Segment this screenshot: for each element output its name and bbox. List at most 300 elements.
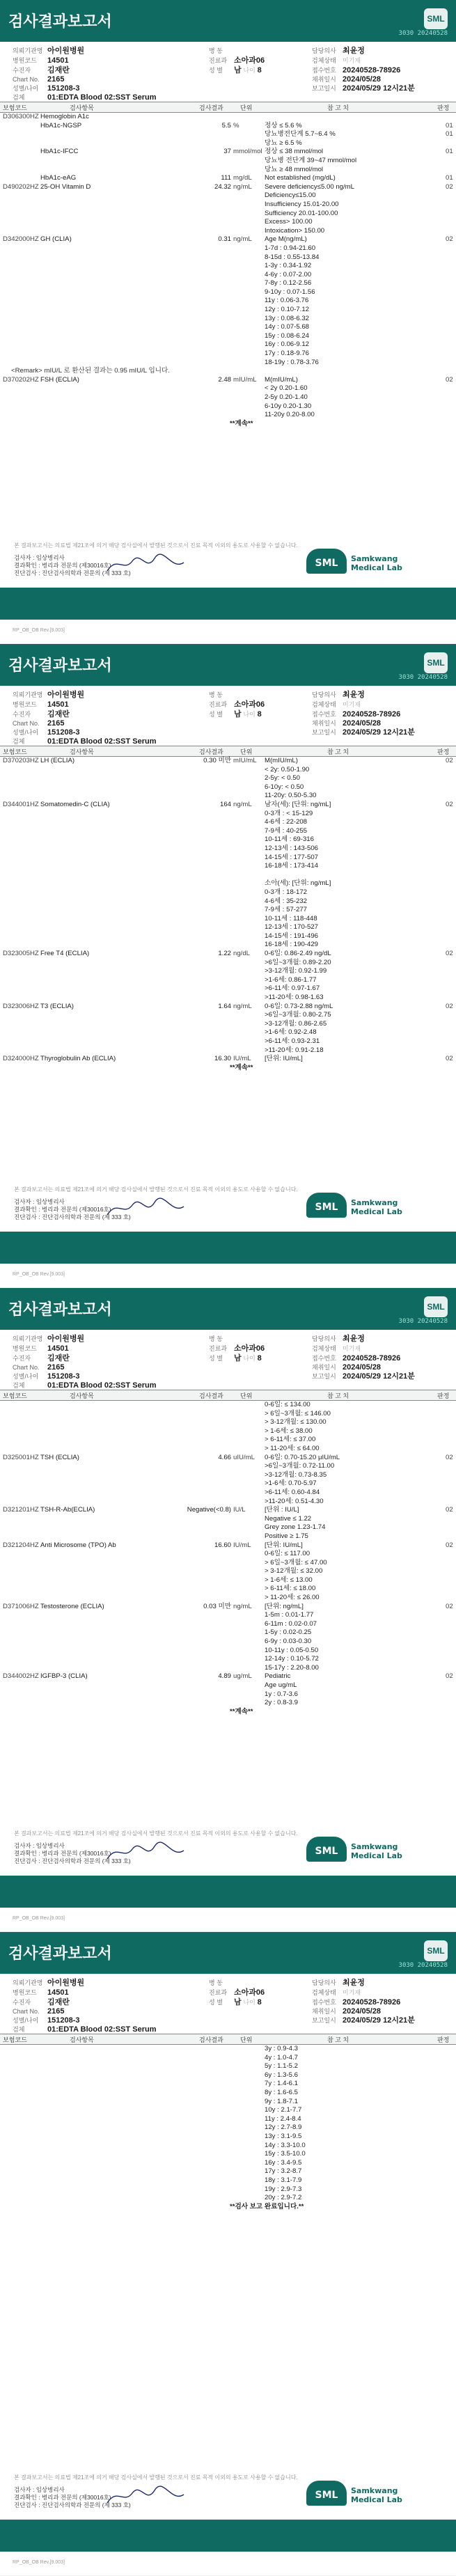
chart-label: Chart No.: [13, 1364, 40, 1371]
report-footer: [0, 2471, 456, 2575]
hospital-label: 의뢰기관명: [13, 1335, 43, 1342]
table-row: [0, 113, 456, 122]
table-row: [0, 1506, 456, 1515]
reference-range: 20y : 2.9-7.2: [265, 2194, 302, 2202]
specimen-label: 검체: [13, 738, 25, 745]
reference-range: 8y : 1.6-6.5: [265, 2088, 298, 2096]
test-unit: uIU/mL: [233, 1453, 255, 1461]
reference-range: 7y : 1.4-6.1: [265, 2080, 298, 2088]
test-code: D344001HZ: [3, 800, 39, 808]
test-name: Thyroglobulin Ab (ECLIA): [40, 1055, 116, 1063]
sex-age-label: 성별/나이: [13, 1373, 39, 1380]
collect-date: 2024/05/28: [343, 719, 382, 728]
table-row: [0, 1046, 456, 1055]
hospital-label: 의뢰기관명: [13, 47, 43, 54]
lab-name-line-2: Medical Lab: [351, 2495, 402, 2504]
test-result: 0.31: [218, 235, 231, 244]
hospital-name: 아이원병원: [47, 1335, 85, 1343]
table-body: [0, 2045, 456, 2211]
sml-logo-icon: SML: [424, 1296, 448, 1317]
lab-name: [351, 2486, 402, 2504]
reference-range: 18-19y : 0.78-3.76: [265, 358, 319, 366]
test-result: 1.64: [218, 1002, 231, 1010]
report-page: [0, 0, 456, 644]
report-title: 검사결과보고서: [8, 1945, 112, 1963]
reference-range: >6-11세: 0.60-4.84: [265, 1488, 320, 1496]
table-row: [0, 1064, 456, 1073]
reference-range: 17y : 0.18-9.76: [265, 350, 310, 358]
sex-age-label: 성별/나이: [13, 85, 39, 92]
judgement-code: 02: [446, 182, 453, 191]
specimen-label: 검체: [13, 94, 25, 101]
table-row: [0, 766, 456, 775]
sex-age-label: 성별/나이: [13, 729, 39, 736]
table-row: [0, 2167, 456, 2176]
table-row: [0, 888, 456, 897]
table-row: [0, 367, 456, 376]
specimen-status-label: 검체상태: [312, 1989, 336, 1996]
table-row: [0, 227, 456, 236]
reference-range: 당뇨병 전단계 39~47 mmol/mol: [265, 156, 357, 164]
reference-range: 2-5y 0.20-1.40: [265, 393, 308, 401]
reference-range: 1-5y : 0.02-0.25: [265, 1628, 312, 1637]
reference-range: 9y : 1.8-7.1: [265, 2097, 298, 2105]
sml-logo-icon: SML: [424, 8, 448, 29]
table-row: [0, 411, 456, 420]
reference-range: 10-11세 : 118-448: [265, 914, 317, 922]
table-row: [0, 1418, 456, 1427]
report-banner: [0, 0, 456, 42]
reference-range: Deficiency≤15.00: [265, 191, 316, 200]
chart-label: Chart No.: [13, 720, 40, 727]
age-value: 8: [257, 710, 262, 718]
table-row: [0, 1410, 456, 1419]
dept-label: 진료과: [209, 1345, 228, 1352]
receipt-number: 20240528-78926: [343, 1998, 401, 2006]
table-row: [0, 402, 456, 411]
reference-range: 9-10y : 0.07-1.56: [265, 288, 315, 296]
judgement-code: 02: [446, 1453, 453, 1461]
hospital-code: 14501: [47, 700, 69, 709]
chart-number: 2165: [47, 719, 65, 728]
table-row: [0, 1620, 456, 1629]
table-row: [0, 210, 456, 219]
results-table: [0, 102, 456, 428]
test-result: 4.66: [218, 1453, 231, 1461]
table-row: [0, 1523, 456, 1532]
judgement-code: 02: [446, 1055, 453, 1063]
doctor-label: 담당의사: [312, 691, 336, 698]
test-code: D323006HZ: [3, 1002, 39, 1010]
judgement-code: 02: [446, 1541, 453, 1549]
table-row: [0, 376, 456, 385]
birth-code: 151208-3: [47, 2016, 80, 2025]
table-row: [0, 1603, 456, 1612]
test-unit: ng/mL: [233, 800, 252, 808]
lab-name: [351, 1842, 402, 1860]
reference-range: > 1-6세: ≤ 38.00: [265, 1427, 313, 1435]
reference-range: 4-6세 : 35-232: [265, 897, 308, 905]
sig-line-3: 진단검사 : 진단검사의학과 전문의 (제 333 호): [14, 1214, 131, 1220]
reference-range: 16-18세 : 190-429: [265, 941, 319, 949]
reference-range: 당뇨 ≥ 6.5 %: [265, 139, 302, 147]
reference-range: >6-11세: 0.97-1.67: [265, 984, 320, 993]
reference-range: 11y : 2.4-8.4: [265, 2114, 301, 2123]
test-code: D344002HZ: [3, 1672, 39, 1681]
report-date: 2024/05/29 12시21분: [343, 2016, 415, 2025]
table-row: [0, 1020, 456, 1029]
table-row: [0, 835, 456, 845]
col-name: 검사항목: [70, 748, 94, 755]
report-footer: [0, 1827, 456, 1931]
handwritten-signature-icon: [104, 1839, 188, 1866]
continuation-mark: **계속**: [230, 1707, 253, 1715]
collect-label: 채취일시: [312, 1364, 336, 1371]
test-result: 16.60: [214, 1541, 231, 1549]
col-unit: 단위: [240, 2036, 253, 2043]
reference-range: 13y : 3.1-9.5: [265, 2132, 302, 2140]
handwritten-signature-icon: [104, 2483, 188, 2510]
sig-line-2: 결과확인 : 병리과 전문의 (제30016호): [14, 1206, 111, 1213]
test-name: T3 (ECLIA): [40, 1002, 74, 1010]
hospital-label: 의뢰기관명: [13, 691, 43, 698]
table-row: [0, 306, 456, 315]
test-code: D490202HZ: [3, 182, 39, 191]
reference-range: >1-6세: 0.92-2.48: [265, 1028, 317, 1037]
barcode-text: 3030 20240528: [398, 1318, 448, 1325]
report-date-label: 보고일시: [312, 729, 336, 736]
table-row: [0, 2185, 456, 2194]
table-row: [0, 1011, 456, 1020]
hospital-name: 아이원병원: [47, 691, 85, 699]
col-mark: 판정: [437, 104, 450, 111]
table-row: [0, 827, 456, 836]
reference-range: >6일~3개월: 0.72-11.00: [265, 1462, 335, 1470]
sig-line-1: 검사자 : 임상병리사: [14, 1842, 65, 1849]
reference-range: >11-20세: 0.91-2.18: [265, 1046, 324, 1054]
reference-range: 1-3y : 0.34-1.92: [265, 262, 312, 270]
report-footer: [0, 539, 456, 643]
continuation-mark: **계속**: [230, 419, 253, 427]
table-row: [0, 2106, 456, 2115]
reference-range: 4-6y : 0.07-2.00: [265, 270, 312, 278]
reference-range: 0-6일: 0.70-15.20 μIU/mL: [265, 1453, 340, 1461]
form-number: RP_OB_OB Rev.[9.003]: [13, 1272, 65, 1277]
table-row: [0, 1003, 456, 1012]
table-row: [0, 1628, 456, 1638]
test-name: HbA1c-eAG: [40, 174, 77, 182]
sml-logo-icon: SML: [424, 652, 448, 673]
test-unit: IU/mL: [233, 1541, 251, 1549]
table-body: [0, 757, 456, 1072]
reference-range: 19y : 2.9-7.3: [265, 2185, 302, 2193]
reference-range: >6일~3개월: 0.80-2.75: [265, 1011, 331, 1019]
table-row: [0, 2150, 456, 2159]
table-row: [0, 1454, 456, 1463]
dept-label: 진료과: [209, 1989, 228, 1996]
collect-label: 채취일시: [312, 76, 336, 83]
results-table: [0, 2034, 456, 2211]
test-name: TSH-R-Ab(ECLIA): [40, 1506, 95, 1514]
doctor-label: 담당의사: [312, 1335, 336, 1342]
sml-badge-icon: SML: [306, 2481, 347, 2506]
test-code: D321201HZ: [3, 1506, 39, 1514]
table-row: [0, 1489, 456, 1498]
table-row: [0, 340, 456, 350]
table-row: [0, 2089, 456, 2098]
sex-age-label: 성별/나이: [13, 2017, 39, 2024]
table-row: [0, 862, 456, 871]
test-unit: ug/mL: [233, 1672, 252, 1681]
reference-range: 14y : 3.3-10.0: [265, 2141, 306, 2149]
reference-range: < 2y 0.20-1.60: [265, 384, 308, 393]
table-row: [0, 1690, 456, 1699]
test-result: 164: [219, 800, 231, 808]
col-code: 보험코드: [3, 2036, 27, 2043]
lab-name: [351, 1198, 402, 1216]
doctor-name: 최윤정: [343, 691, 365, 699]
judgement-code: 02: [446, 1672, 453, 1681]
table-body: [0, 1401, 456, 1716]
receipt-number: 20240528-78926: [343, 710, 401, 718]
birth-code: 151208-3: [47, 728, 80, 737]
reference-range: Severe deficiency≤5.00 ng/mL: [265, 182, 354, 191]
doctor-name: 최윤정: [343, 1979, 365, 1987]
reference-range: 10-11세 : 69-316: [265, 835, 314, 844]
reference-range: 4y : 1.0-4.7: [265, 2053, 298, 2061]
test-result: 1.22: [218, 950, 231, 958]
test-unit: ng/mL: [233, 1602, 252, 1610]
table-row: [0, 2080, 456, 2089]
col-mark: 판정: [437, 2036, 450, 2043]
table-row: [0, 297, 456, 306]
reference-range: 당뇨 ≥ 48 mmol/mol: [265, 165, 324, 173]
reference-range: >3-12개월: 0.92-1.99: [265, 967, 327, 975]
report-title: 검사결과보고서: [8, 657, 112, 675]
table-row: [0, 279, 456, 288]
table-header: [0, 746, 456, 757]
col-mark: 판정: [437, 1392, 450, 1399]
judgement-code: 01: [446, 121, 453, 129]
reference-range: 6y : 1.3-5.6: [265, 2071, 298, 2079]
reference-range: Excess> 100.00: [265, 218, 313, 226]
report-date: 2024/05/29 12시21분: [343, 728, 415, 737]
judgement-code: 02: [446, 1602, 453, 1610]
table-row: [0, 1037, 456, 1046]
handwritten-signature-icon: [104, 551, 188, 578]
table-row: [0, 871, 456, 880]
table-row: [0, 994, 456, 1003]
reference-range: 0-6일: ≤ 134.00: [265, 1401, 310, 1408]
patient-name: 김재란: [47, 1354, 70, 1362]
reference-range: 당뇨병전단계 5.7~6.4 %: [265, 130, 336, 139]
barcode-text: 3030 20240528: [398, 674, 448, 681]
table-row: [0, 148, 456, 157]
barcode-text: 3030 20240528: [398, 30, 448, 37]
chart-number: 2165: [47, 75, 65, 84]
report-date: 2024/05/29 12시21분: [343, 1372, 415, 1381]
table-row: [0, 420, 456, 429]
test-result: 16.30: [214, 1055, 231, 1063]
sig-line-3: 진단검사 : 진단검사의학과 전문의 (제 333 호): [14, 570, 131, 576]
table-row: [0, 139, 456, 148]
patient-label: 수진자: [13, 1355, 31, 1362]
reference-range: 5y : 1.1-5.2: [265, 2062, 298, 2071]
test-unit: %: [233, 121, 239, 129]
hospital-code-label: 병원코드: [13, 1989, 37, 1996]
table-row: [0, 332, 456, 341]
samkwang-logo: [306, 2476, 425, 2514]
report-banner: [0, 644, 456, 686]
reference-range: 6-9y : 0.03-0.30: [265, 1638, 312, 1646]
table-row: [0, 845, 456, 854]
reference-range: > 6-11세: ≤ 37.00: [265, 1436, 316, 1444]
table-row: [0, 130, 456, 139]
patient-name: 김재란: [47, 66, 70, 74]
reference-range: 16y : 0.06-9.12: [265, 340, 310, 349]
results-table: [0, 1390, 456, 1716]
table-row: [0, 1567, 456, 1576]
test-name: Free T4 (ECLIA): [40, 950, 90, 958]
specimen-value: 01:EDTA Blood 02:SST Serum: [47, 737, 157, 746]
table-row: [0, 288, 456, 297]
table-row: [0, 271, 456, 280]
test-code: D370203HZ: [3, 757, 39, 764]
report-banner: [0, 1932, 456, 1974]
col-code: 보험코드: [3, 104, 27, 111]
specimen-value: 01:EDTA Blood 02:SST Serum: [47, 2025, 157, 2034]
age-value: 8: [257, 66, 262, 74]
test-code: D321204HZ: [3, 1541, 39, 1549]
ward-label: 병 동: [209, 1979, 223, 1986]
judgement-code: 02: [446, 375, 453, 384]
report-date-label: 보고일시: [312, 1373, 336, 1380]
reference-range: > 3-12개월: ≤ 130.00: [265, 1418, 327, 1427]
reference-range: 14-15세 : 177-507: [265, 853, 319, 861]
form-number: RP_OB_OB Rev.[9.003]: [13, 1916, 65, 1921]
reference-range: 7-8y : 0.12-2.56: [265, 279, 312, 288]
receipt-label: 접수번호: [312, 1355, 336, 1362]
table-row: [0, 244, 456, 253]
reference-range: Sufficiency 20.01-100.00: [265, 209, 338, 217]
reference-range: 3y : 0.9-4.3: [265, 2045, 298, 2052]
col-result: 검사결과: [199, 1392, 223, 1399]
dept-value: 소아과06: [234, 700, 265, 709]
reference-range: 7-9세 : 40-255: [265, 826, 308, 835]
table-row: [0, 984, 456, 994]
reference-range: M(mIU/mL): [265, 757, 298, 764]
table-row: [0, 1471, 456, 1480]
test-result: 2.48: [218, 375, 231, 384]
reference-range: > 11-20세: ≤ 64.00: [265, 1444, 320, 1452]
report-date: 2024/05/29 12시21분: [343, 84, 415, 93]
table-row: [0, 393, 456, 402]
test-unit: IU/mL: [233, 1055, 251, 1063]
hospital-name: 아이원병원: [47, 1979, 85, 1987]
report-date-label: 보고일시: [312, 85, 336, 92]
reference-range: 6-11m : 0.02-0.07: [265, 1619, 317, 1628]
chart-number: 2165: [47, 2007, 65, 2016]
table-row: [0, 774, 456, 783]
reference-range: Insufficiency 15.01-20.00: [265, 200, 339, 208]
table-row: [0, 191, 456, 201]
test-name: FSH (ECLIA): [40, 375, 79, 384]
report-footer: [0, 1183, 456, 1287]
judgement-code: 01: [446, 148, 453, 156]
test-unit: mIU/mL: [233, 375, 257, 384]
table-row: [0, 1594, 456, 1603]
test-code: D370202HZ: [3, 375, 39, 384]
table-row: [0, 1401, 456, 1410]
table-row: [0, 2098, 456, 2107]
test-unit: mg/dL: [233, 174, 252, 182]
table-row: [0, 976, 456, 985]
table-row: [0, 350, 456, 359]
receipt-number: 20240528-78926: [343, 1354, 401, 1362]
age-value: 8: [257, 1354, 262, 1362]
reference-range: 12y : 0.10-7.12: [265, 306, 310, 314]
chart-number: 2165: [47, 1363, 65, 1372]
col-mark: 판정: [437, 748, 450, 755]
judgement-code: 01: [446, 130, 453, 139]
dept-value: 소아과06: [234, 1344, 265, 1353]
reference-range: >3-12개월: 0.73-8.35: [265, 1470, 327, 1479]
hospital-code-label: 병원코드: [13, 1345, 37, 1352]
doctor-label: 담당의사: [312, 47, 336, 54]
ward-label: 병 동: [209, 691, 223, 698]
test-name: HbA1c-IFCC: [40, 148, 79, 156]
col-ref: 참 고 치: [327, 1392, 349, 1399]
table-row: [0, 2194, 456, 2203]
sig-line-3: 진단검사 : 진단검사의학과 전문의 (제 333 호): [14, 2502, 131, 2508]
sex-label: 성 별: [209, 67, 223, 74]
test-unit: mmol/mol: [233, 148, 262, 156]
table-row: [0, 950, 456, 959]
reference-range: Not established (mg/dL): [265, 174, 336, 182]
table-row: [0, 1708, 456, 1717]
reference-range: 1y : 0.7-3.6: [265, 1690, 298, 1698]
table-row: [0, 2176, 456, 2185]
test-code: D323005HZ: [3, 950, 39, 958]
test-unit: ng/mL: [233, 1002, 252, 1010]
specimen-status-label: 검체상태: [312, 57, 336, 64]
sig-line-2: 결과확인 : 병리과 전문의 (제30016호): [14, 2494, 111, 2501]
patient-info: [0, 1333, 456, 1390]
reference-range: 15-17y : 2.20-8.00: [265, 1663, 319, 1672]
table-row: [0, 1681, 456, 1690]
lab-name-line-2: Medical Lab: [351, 563, 402, 572]
table-row: [0, 122, 456, 131]
table-row: [0, 253, 456, 262]
reference-range: 0-6일: 0.86-2.49 ng/dL: [265, 950, 331, 958]
table-row: [0, 235, 456, 244]
receipt-number: 20240528-78926: [343, 66, 401, 74]
table-row: [0, 1611, 456, 1620]
report-banner: [0, 1288, 456, 1330]
ward-label: 병 동: [209, 1335, 223, 1342]
sml-badge-icon: SML: [306, 1193, 347, 1218]
reference-range: 6-10y 0.20-1.30: [265, 402, 312, 410]
age-value: 8: [257, 1998, 262, 2006]
table-row: [0, 783, 456, 792]
hospital-name: 아이원병원: [47, 47, 85, 55]
dept-value: 소아과06: [234, 56, 265, 65]
judgement-code: 02: [446, 757, 453, 764]
reference-range: [단위 : IU/L]: [265, 1506, 299, 1514]
reference-range: 14y : 0.07-5.68: [265, 323, 310, 331]
table-row: [0, 967, 456, 976]
col-name: 검사항목: [70, 2036, 94, 2043]
